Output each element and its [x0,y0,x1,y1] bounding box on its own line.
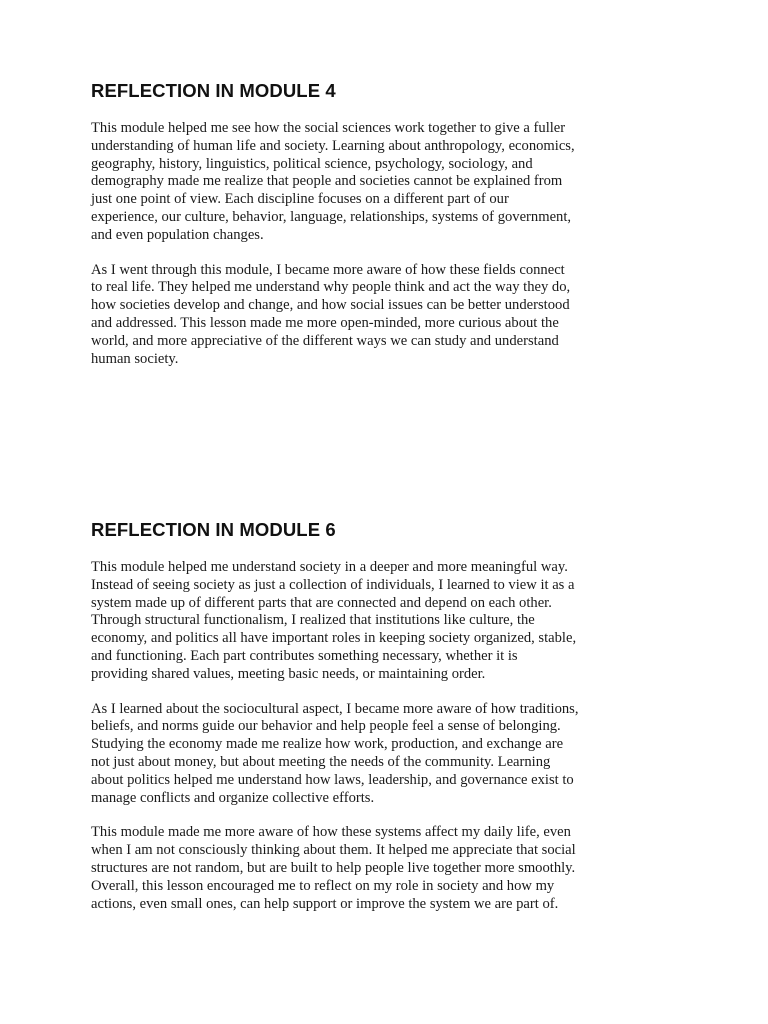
module-6-paragraph-1: This module helped me understand society in a deeper and more meaningful way. Instead of seeing society as just a collection of individuals, I learned to view it as a system made up of different parts that are connected and depend on each other. Through structural functionalism, I realized that institutions like culture, the economy, and politics all have important roles in keeping society organized, stable, and functioning. Each part contributes something necessary, whether it is providing shared values, meeting basic needs, or maintaining order. [91,559,577,682]
module-6-paragraph-2: As I learned about the sociocultural aspect, I became more aware of how traditions, beliefs, and norms guide our behavior and help people feel a sense of belonging. Studying the economy made me realize how work, production, and exchange are not just about money, but about meeting the needs of the community. Learning about politics helped me understand how laws, leadership, and governance exist to manage conflicts and organize collective efforts. [91,700,579,806]
module-4-paragraph-1: This module helped me see how the social sciences work together to give a fuller understanding of human life and society. Learning about anthropology, economics, geography, history, linguistics, political science, psychology, sociology, and demography made me realize that people and societies cannot be explained from just one point of view. Each discipline focuses on a different part of our experience, our culture, behavior, language, relationships, systems of government, and even population changes. [91,120,575,243]
module-4-paragraph-2: As I went through this module, I became more aware of how these fields connect to real life. They helped me understand why people think and act the way they do, how societies develop and change, and how social issues can be better understood and addressed. This lesson made me more open-minded, more curious about the world, and more appreciative of the different ways we can study and understand human society. [91,261,571,367]
module-4-heading: REFLECTION IN MODULE 4 [91,80,336,101]
module-6-heading: REFLECTION IN MODULE 6 [91,519,336,540]
module-6-reflection-section [91,519,681,930]
module-4-reflection-section [91,80,681,385]
module-6-paragraph-3: This module made me more aware of how these systems affect my daily life, even when I am not consciously thinking about them. It helped me appreciate that social structures are not random, but are built to help people live together more smoothly. Overall, this lesson encouraged me to reflect on my role in society and how my actions, even small ones, can help support or improve the system we are part of. [91,824,576,912]
